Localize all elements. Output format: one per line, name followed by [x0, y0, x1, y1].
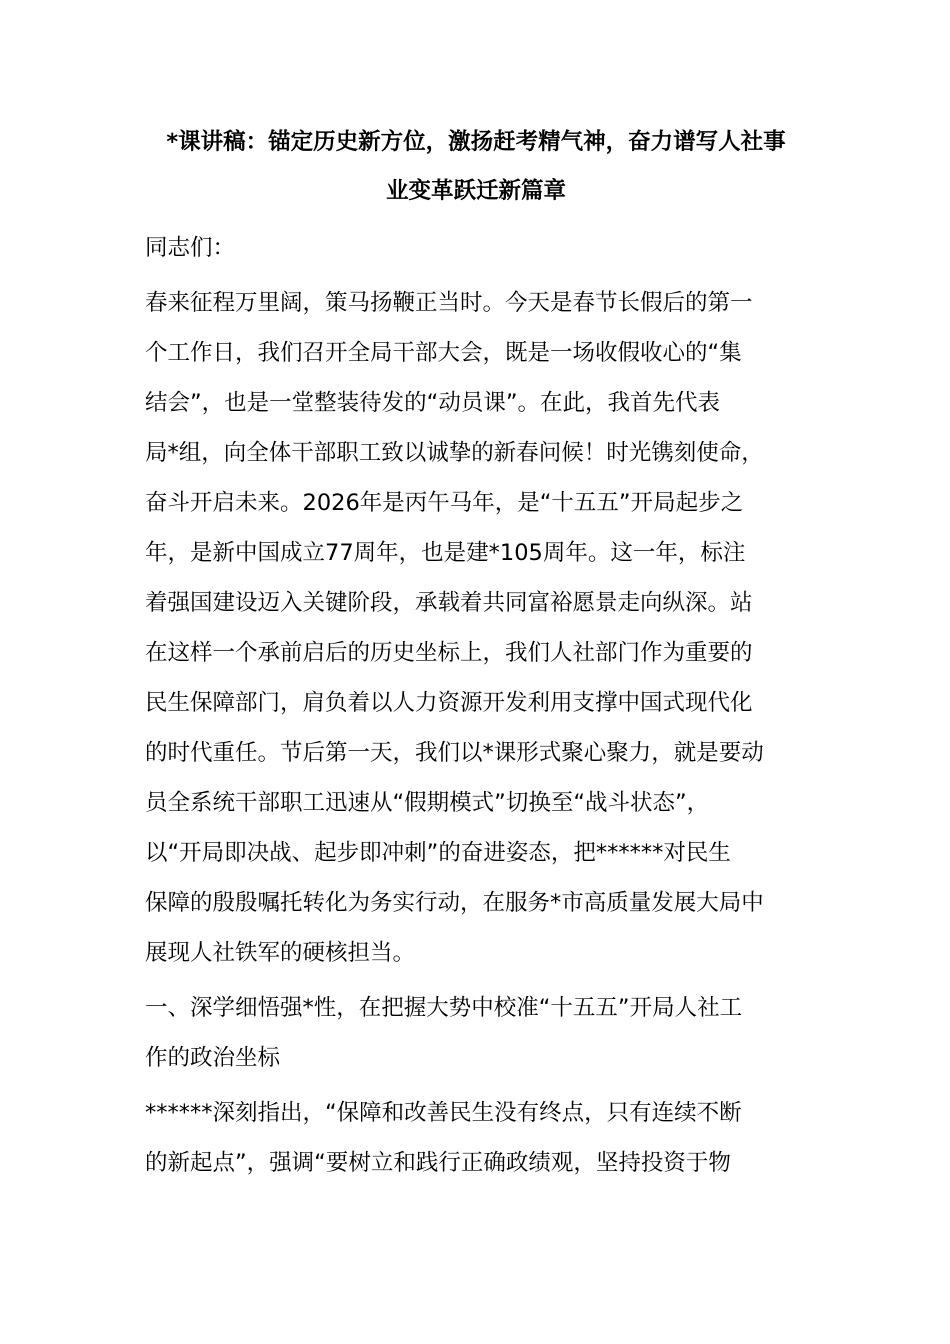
paragraph-1-line: 的时代重任。节后第一天，我们以*课形式聚心聚力，就是要动	[145, 740, 764, 766]
paragraph-1-line: 个工作日，我们召开全局干部大会，既是一场收假收心的“集	[145, 340, 742, 366]
document-title-line-1: *课讲稿：锚定历史新方位，激扬赶考精气神，奋力谱写人社事	[166, 129, 786, 155]
paragraph-1-line: 局*组，向全体干部职工致以诚挚的新春问候！时光镌刻使命，	[145, 440, 764, 466]
paragraph-2-line: 的新起点”，强调“要树立和践行正确政绩观，坚持投资于物	[145, 1150, 731, 1176]
section-1-heading-line: 作的政治坐标	[145, 1045, 281, 1071]
paragraph-1-line: 春来征程万里阔，策马扬鞭正当时。今天是春节长假后的第一	[145, 290, 753, 316]
paragraph-1-line: 以“开局即决战、起步即冲刺”的奋进姿态，把******对民生	[145, 840, 731, 866]
paragraph-1-line: 员全系统干部职工迅速从“假期模式”切换至“战斗状态”，	[145, 790, 710, 816]
paragraph-1-line: 年，是新中国成立77周年，也是建*105周年。这一年，标注	[145, 540, 746, 566]
document-title-line-2: 业变革跃迁新篇章	[385, 178, 566, 204]
paragraph-1-line: 保障的殷殷嘱托转化为务实行动，在服务*市高质量发展大局中	[145, 890, 764, 916]
paragraph-1-line: 在这样一个承前启后的历史坐标上，我们人社部门作为重要的	[145, 640, 753, 666]
paragraph-1-line: 着强国建设迈入关键阶段，承载着共同富裕愿景走向纵深。站	[145, 590, 753, 616]
paragraph-1-line: 民生保障部门，肩负着以人力资源开发利用支撑中国式现代化	[145, 690, 753, 716]
section-1-heading-line: 一、深学细悟强*性，在把握大势中校准“十五五”开局人社工	[145, 995, 743, 1021]
paragraph-2-line: ******深刻指出，“保障和改善民生没有终点，只有连续不断	[145, 1100, 742, 1126]
salutation: 同志们：	[145, 235, 236, 261]
paragraph-1-line: 结会”，也是一堂整装待发的“动员课”。在此，我首先代表	[145, 390, 720, 416]
paragraph-1-line: 奋斗开启未来。2026年是丙午马年，是“十五五”开局起步之	[145, 490, 744, 516]
paragraph-1-line: 展现人社铁军的硬核担当。	[145, 940, 416, 966]
